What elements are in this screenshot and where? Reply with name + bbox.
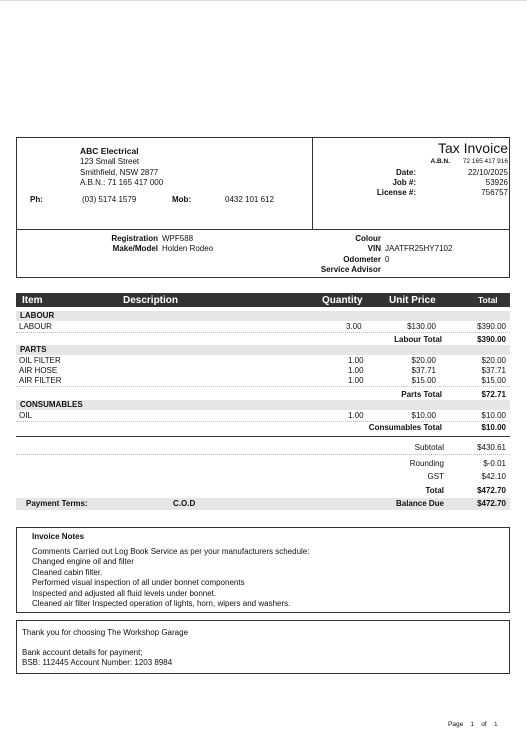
- row-quantity: 3.00: [346, 322, 362, 331]
- company-name: ABC Electrical: [80, 146, 139, 156]
- page-total: 1: [493, 721, 498, 728]
- document-title: Tax Invoice: [437, 140, 508, 156]
- company-abn: A.B.N.: 71 165 417 000: [80, 178, 164, 187]
- labour-total-label: Labour Total: [394, 335, 442, 344]
- registration-value: WPF588: [162, 234, 194, 243]
- makemodel-label: Make/Model: [112, 244, 158, 253]
- license-value: 756757: [481, 188, 508, 197]
- parts-total-label: Parts Total: [401, 390, 442, 399]
- abn-label: A.B.N.: [430, 158, 450, 165]
- odometer-value: 0: [385, 255, 390, 264]
- phone-label: Ph:: [30, 195, 43, 204]
- vin-value: JAATFR25HY7102: [385, 244, 453, 253]
- makemodel-value: Holden Rodeo: [162, 244, 214, 253]
- total-value: $472.70: [477, 486, 506, 495]
- registration-label: Registration: [111, 234, 158, 243]
- page-label: Page: [448, 721, 464, 728]
- col-header-description: Description: [123, 295, 179, 306]
- rounding-value: $-0.01: [483, 459, 506, 468]
- colour-label: Colour: [355, 234, 381, 243]
- gst-label: GST: [427, 472, 444, 481]
- labour-total-value: $390.00: [477, 335, 506, 344]
- row-unit-price: $20.00: [411, 356, 436, 365]
- company-address-2: Smithfield, NSW 2877: [80, 168, 159, 177]
- page-top-edge: [0, 0, 527, 1]
- consumables-total-value: $10.00: [481, 423, 506, 432]
- note-line: Cleaned cabin filter.: [32, 568, 103, 577]
- row-quantity: 1.00: [348, 411, 364, 420]
- payment-terms-value: C.O.D: [173, 499, 196, 508]
- gst-value: $42.10: [481, 472, 506, 481]
- rounding-label: Rounding: [409, 459, 444, 468]
- service-advisor-label: Service Advisor: [320, 265, 381, 274]
- date-label: Date:: [395, 168, 416, 177]
- date-value: 22/10/2025: [467, 168, 508, 177]
- license-label: License #:: [376, 188, 416, 197]
- col-header-item: Item: [22, 295, 43, 306]
- table-row: AIR FILTER: [19, 376, 62, 385]
- parts-total-value: $72.71: [481, 390, 506, 399]
- col-header-unit-price: Unit Price: [389, 295, 436, 306]
- bsb-account-line: BSB: 112445 Account Number: 1203 8984: [22, 658, 173, 667]
- row-unit-price: $130.00: [407, 322, 436, 331]
- thanks-line: Thank you for choosing The Workshop Garage: [22, 628, 189, 637]
- row-unit-price: $37.71: [411, 366, 436, 375]
- summary-rule: [16, 454, 510, 455]
- subtotal-value: $430.61: [477, 443, 506, 452]
- mobile-value: 0432 101 612: [225, 195, 274, 204]
- job-label: Job #:: [392, 178, 416, 187]
- note-line: Performed visual inspection of all under bonnet components: [32, 578, 245, 587]
- row-divider: [16, 386, 510, 387]
- note-line: Changed engine oil and filter: [32, 557, 134, 566]
- page-indicator: [448, 721, 498, 729]
- balance-due-label: Balance Due: [395, 499, 444, 508]
- subtotal-label: Subtotal: [414, 443, 444, 452]
- balance-due-value: $472.70: [477, 499, 506, 508]
- row-quantity: 1.00: [348, 376, 364, 385]
- section-labour: LABOUR: [16, 311, 510, 321]
- table-row: OIL FILTER: [19, 356, 61, 365]
- section-consumables: CONSUMABLES: [16, 400, 510, 410]
- job-value: 53926: [485, 178, 508, 187]
- note-line: Comments Carried out Log Book Service as per your manufacturers schedule:: [32, 547, 310, 556]
- row-divider: [16, 332, 510, 333]
- payment-terms-label: Payment Terms:: [26, 499, 88, 508]
- row-unit-price: $15.00: [411, 376, 436, 385]
- row-total: $15.00: [481, 376, 506, 385]
- row-total: $20.00: [481, 356, 506, 365]
- invoice-notes-title: Invoice Notes: [32, 532, 85, 541]
- row-quantity: 1.00: [348, 356, 364, 365]
- mobile-label: Mob:: [172, 195, 192, 204]
- row-quantity: 1.00: [348, 366, 364, 375]
- page-number: 1: [470, 721, 475, 728]
- header-divider: [312, 137, 313, 230]
- row-divider: [16, 421, 510, 422]
- total-label: Total: [425, 486, 444, 495]
- row-total: $37.71: [481, 366, 506, 375]
- row-total: $10.00: [481, 411, 506, 420]
- consumables-total-label: Consumables Total: [368, 423, 442, 432]
- abn-value: 72 165 417 916: [462, 158, 508, 165]
- company-address-1: 123 Small Street: [80, 157, 140, 166]
- note-line: Cleaned air filter Inspected operation of lights, horn, wipers and washers.: [32, 599, 291, 608]
- row-unit-price: $10.00: [411, 411, 436, 420]
- odometer-label: Odometer: [343, 255, 381, 264]
- note-line: Inspected and adjusted all fluid levels under bonnet.: [32, 589, 217, 598]
- col-header-quantity: Quantity: [322, 295, 363, 306]
- row-total: $390.00: [477, 322, 506, 331]
- table-row: LABOUR: [19, 322, 52, 331]
- section-parts: PARTS: [16, 345, 510, 355]
- phone-value: (03) 5174 1579: [82, 195, 137, 204]
- table-row: AIR HOSE: [19, 366, 58, 375]
- page-of-label: of: [481, 721, 487, 728]
- col-header-total: Total: [478, 295, 498, 305]
- vin-label: VIN: [367, 244, 381, 253]
- summary-divider: [16, 436, 510, 437]
- bank-details-line: Bank account details for payment;: [22, 648, 143, 657]
- table-row: OIL: [19, 411, 32, 420]
